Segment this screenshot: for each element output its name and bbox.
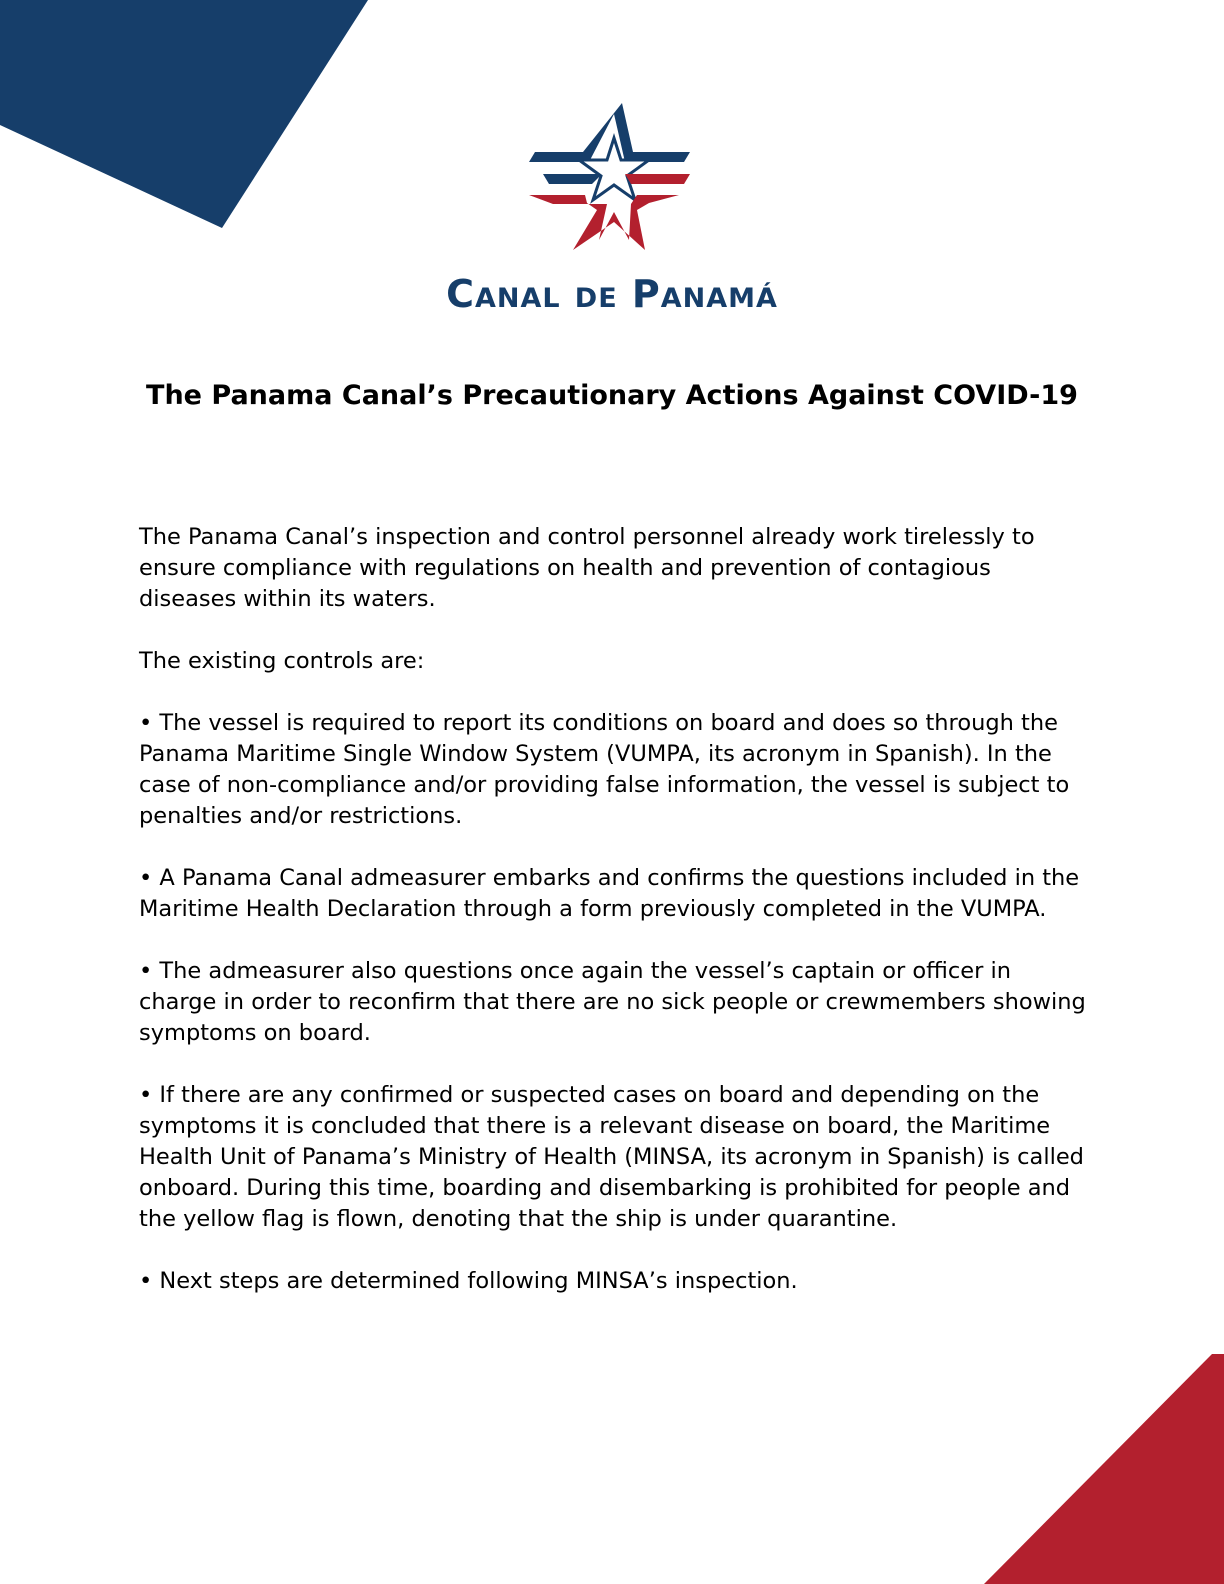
list-item: • If there are any confirmed or suspected cases on board and depending on the symptoms it is concluded that there is a relevant disease on board, the Maritime Health Unit of Panama’s Ministry of Health (MINSA, its acronym in Spanish) is called onboard. During this time, boarding and disembarking is prohibited for people and the yellow flag is flown, denoting that the ship is under quarantine.: [139, 1082, 1084, 1232]
list-item: • The admeasurer also questions once again the vessel’s captain or officer in charge in order to reconfirm that there are no sick people or crewmembers showing symptoms on board.: [139, 958, 1086, 1046]
intro-paragraph: The Panama Canal’s inspection and control personnel already work tirelessly to ensure compliance with regulations on health and prevention of contagious diseases within its waters.: [139, 524, 1035, 612]
document-title: The Panama Canal’s Precautionary Actions Against COVID-19: [146, 380, 1078, 411]
document-body: [139, 522, 1089, 1328]
star-logo-icon: [527, 100, 697, 260]
list-item: • A Panama Canal admeasurer embarks and confirms the questions included in the Maritime Health Declaration through a form previously completed in the VUMPA.: [139, 865, 1080, 922]
brand-name: Canal de Panamá: [446, 272, 778, 316]
list-intro: The existing controls are:: [139, 648, 425, 674]
list-item: • The vessel is required to report its conditions on board and does so through the Panama Maritime Single Window System (VUMPA, its acronym in Spanish). In the case of non-compliance and/or providing false information, the vessel is subject to penalties and/or restrictions.: [139, 710, 1070, 829]
canal-de-panama-logo: [0, 100, 1224, 316]
list-item: • Next steps are determined following MINSA’s inspection.: [139, 1268, 798, 1294]
bottom-right-corner-decoration: [984, 1354, 1224, 1584]
